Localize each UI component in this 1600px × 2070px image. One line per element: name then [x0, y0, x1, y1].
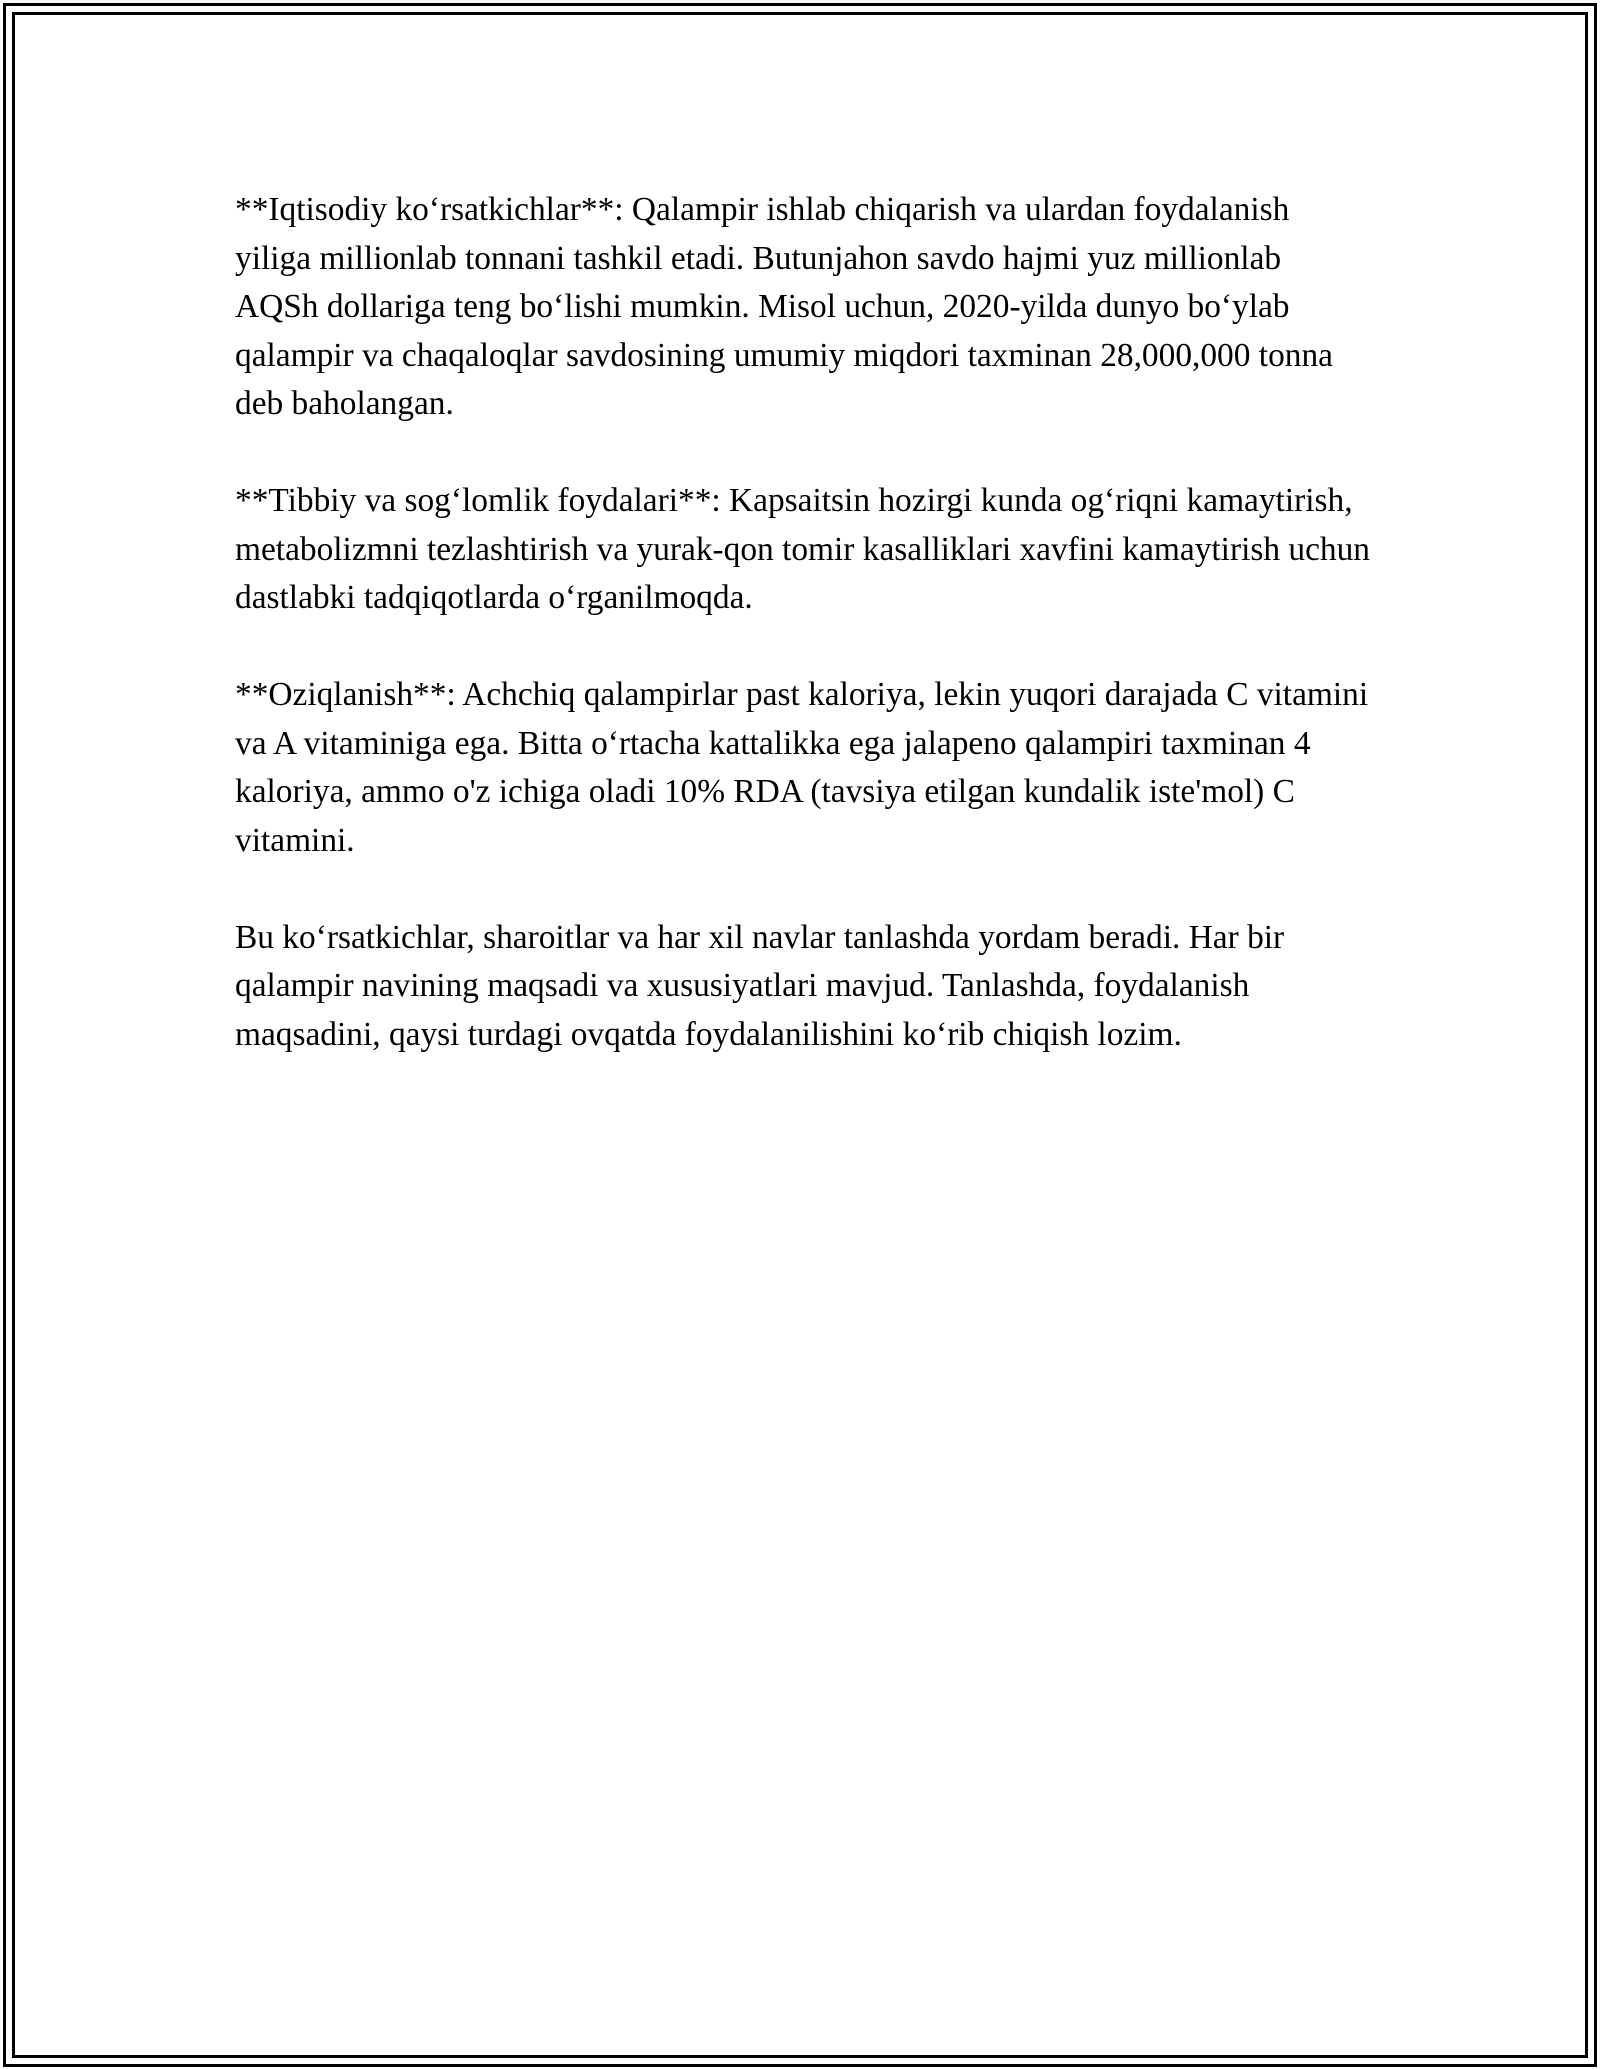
- paragraph-nutrition: **Oziqlanish**: Achchiq qalampirlar past kaloriya, lekin yuqori darajada C vitamini va A vitaminiga ega. Bitta o‘rtacha kattalikka ega jalapeno qalampiri taxminan 4 kaloriya, ammo o'z ichiga oladi 10% RDA (tavsiya etilgan kundalik iste'mol) C vitamini.: [235, 676, 1369, 859]
- document-body: [235, 186, 1370, 1108]
- paragraph-health-benefits: **Tibbiy va sog‘lomlik foydalari**: Kapsaitsin hozirgi kunda og‘riqni kamaytirish, metabolizmni tezlashtirish va yurak-qon tomir kasalliklari xavfini kamaytirish uchun dastlabki tadqiqotlarda o‘rganilmoqda.: [235, 482, 1370, 616]
- paragraph-conclusion: Bu ko‘rsatkichlar, sharoitlar va har xil navlar tanlashda yordam beradi. Har bir qalampir navining maqsadi va xususiyatlari mavjud. Tanlashda, foydalanish maqsadini, qaysi turdagi ovqatda foydalanilishini ko‘rib chiqish lozim.: [235, 918, 1285, 1053]
- paragraph-economic-indicators: **Iqtisodiy ko‘rsatkichlar**: Qalampir ishlab chiqarish va ulardan foydalanish yiliga millionlab tonnani tashkil etadi. Butunjahon savdo hajmi yuz millionlab AQSh dollariga teng bo‘lishi mumkin. Misol uchun, 2020-yilda dunyo bo‘ylab qalampir va chaqaloqlar savdosining umumiy miqdori taxminan 28,000,000 tonna deb baholangan.: [235, 191, 1333, 422]
